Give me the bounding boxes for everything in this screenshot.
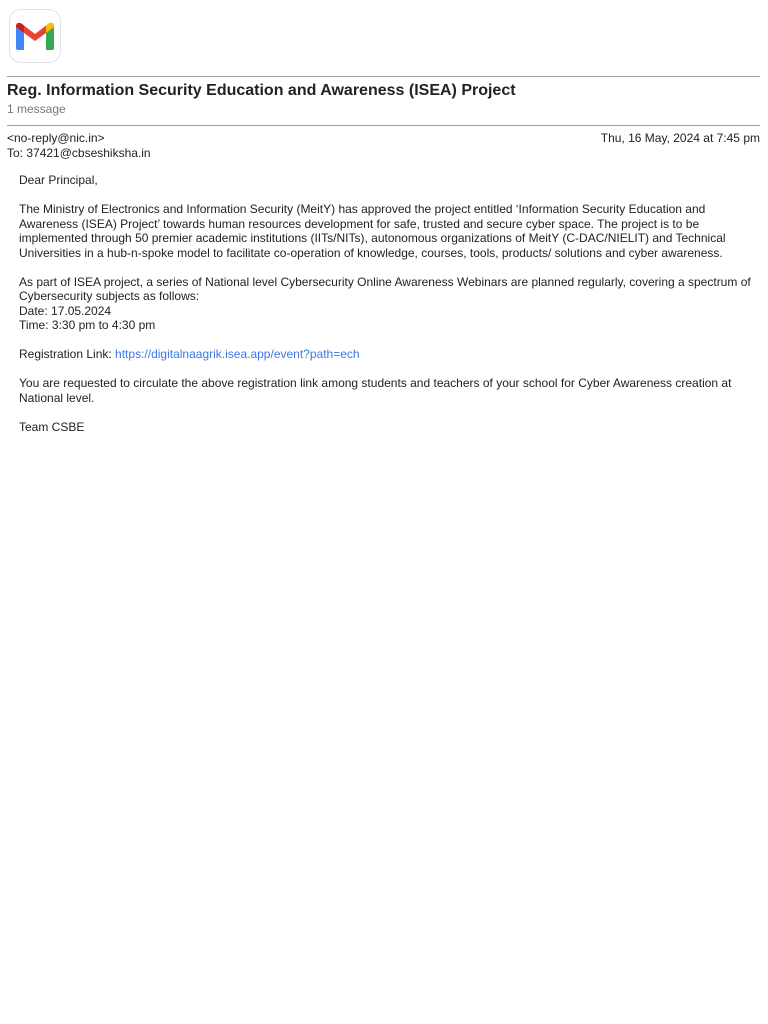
header-divider [7,76,760,77]
body-paragraph-1: The Ministry of Electronics and Information Security (MeitY) has approved the project entitled ‘Information Security Education and Awareness (ISEA) Project’ towards human resources development for safe, trusted and secure cyber space. The project is to be implemented through 50 premier academic institutions (IITs/NITs), autonomous organizations of MeitY (C-DAC/NIELIT) and Technical Universities in a hub-n-spoke model to facilitate co-operation of knowledge, courses, tools, products/ solutions and cyber awareness. [19,202,726,260]
webinar-intro: As part of ISEA project, a series of National level Cybersecurity Online Awareness Webinars are planned regularly, covering a spectrum of Cybersecurity subjects as follows: [19,274,751,303]
registration-line [19,347,754,362]
body-paragraph-3: You are requested to circulate the above registration link among students and teachers of your school for Cyber Awareness creation at National level. [19,376,732,405]
email-subject: Reg. Information Security Education and Awareness (ISEA) Project [7,82,516,99]
gmail-m-icon [15,21,55,51]
webinar-date: Date: 17.05.2024 [19,303,112,318]
recipient-address: To: 37421@cbseshiksha.in [7,146,151,160]
sender-address: <no-reply@nic.in> [7,131,105,145]
message-divider [7,125,760,126]
registration-link[interactable]: https://digitalnaagrik.isea.app/event?path=ech [115,347,360,361]
webinar-time: Time: 3:30 pm to 4:30 pm [19,318,156,332]
gmail-logo-icon [9,9,61,63]
body-paragraph-2 [19,275,754,333]
message-count: 1 message [7,102,66,116]
greeting: Dear Principal, [19,173,98,187]
signature: Team CSBE [19,419,85,434]
message-date: Thu, 16 May, 2024 at 7:45 pm [600,131,760,145]
message-body [19,173,754,449]
registration-label: Registration Link: [19,347,116,361]
